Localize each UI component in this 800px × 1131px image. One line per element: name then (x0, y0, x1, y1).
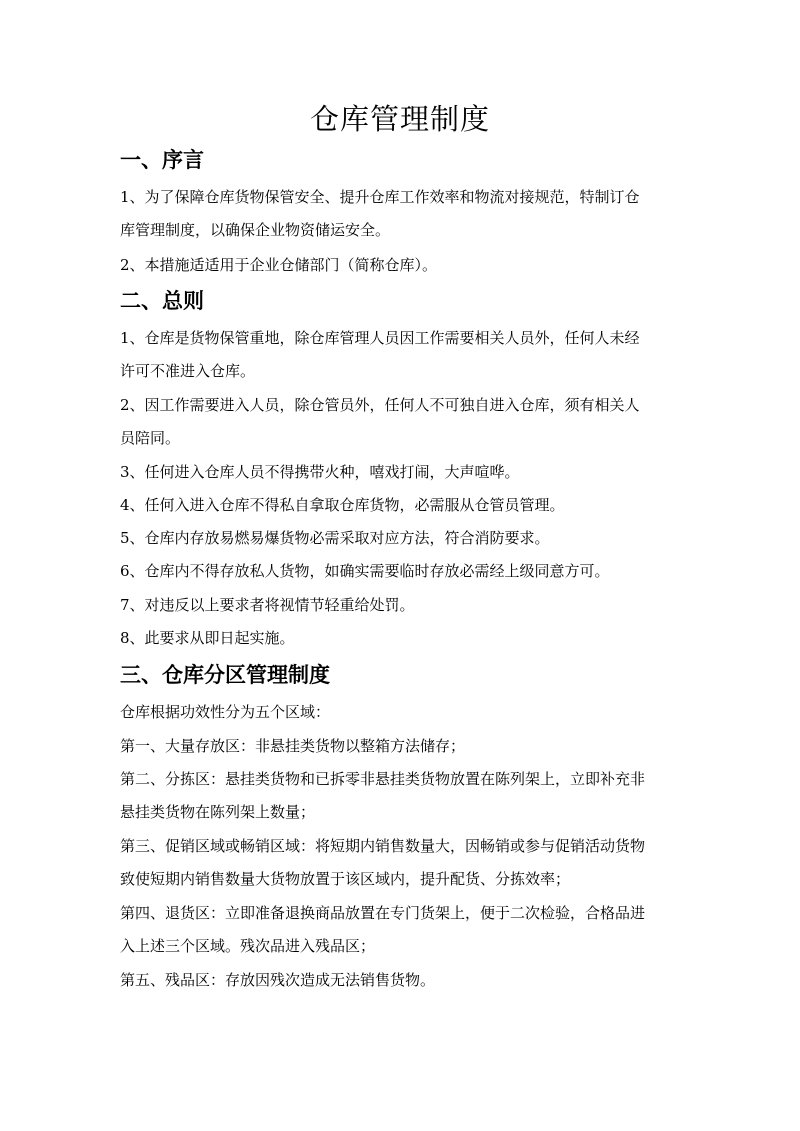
document-title: 仓库管理制度 (309, 102, 490, 136)
paragraph-line: 仓库根据功效性分为五个区域： (120, 703, 331, 721)
paragraph-line: 7、对违反以上要求者将视情节轻重给处罚。 (120, 596, 415, 614)
paragraph-line: 1、仓库是货物保管重地，除仓库管理人员因工作需要相关人员外，任何人未经 (120, 329, 640, 347)
paragraph-line: 员陪同。 (120, 429, 181, 447)
paragraph-line: 1、为了保障仓库货物保管安全、提升仓库工作效率和物流对接规范，特制订仓 (120, 188, 640, 206)
paragraph-line: 第一、大量存放区：非悬挂类货物以整箱方法储存； (120, 737, 466, 755)
paragraph-line: 4、任何入进入仓库不得私自拿取仓库货物，必需服从仓管员管理。 (120, 496, 565, 514)
section-heading-preface: 一、序言 (120, 148, 204, 172)
paragraph-line: 第四、退货区：立即准备退换商品放置在专门货架上，便于二次检验，合格品进 (120, 904, 646, 922)
paragraph-line: 入上述三个区域。残次品进入残品区； (120, 937, 376, 955)
paragraph-line: 第三、促销区域或畅销区域：将短期内销售数量大，因畅销或参与促销活动货物 (120, 837, 646, 855)
paragraph-line: 5、仓库内存放易燃易爆货物必需采取对应方法，符合消防要求。 (120, 529, 550, 547)
paragraph-line: 第五、残品区：存放因残次造成无法销售货物。 (120, 971, 436, 989)
paragraph-line: 致使短期内销售数量大货物放置于该区域内，提升配货、分拣效率； (120, 870, 571, 888)
paragraph-line: 3、任何进入仓库人员不得携带火种，嘻戏打闹，大声喧哗。 (120, 463, 520, 481)
paragraph-line: 2、本措施适适用于企业仓储部门（简称仓库）。 (120, 256, 438, 274)
paragraph-line: 第二、分拣区：悬挂类货物和已拆零非悬挂类货物放置在陈列架上，立即补充非 (120, 770, 646, 788)
section-heading-general: 二、总则 (120, 289, 204, 313)
paragraph-line: 2、因工作需要进入人员，除仓管员外，任何人不可独自进入仓库，须有相关人 (120, 396, 640, 414)
paragraph-line: 悬挂类货物在陈列架上数量； (120, 803, 316, 821)
paragraph-line: 6、仓库内不得存放私人货物，如确实需要临时存放必需经上级同意方可。 (120, 562, 610, 580)
paragraph-line: 8、此要求从即日起实施。 (120, 629, 295, 647)
paragraph-line: 库管理制度，以确保企业物资储运安全。 (120, 221, 391, 239)
paragraph-line: 许可不准进入仓库。 (120, 362, 256, 380)
section-heading-zoning: 三、仓库分区管理制度 (120, 663, 330, 687)
